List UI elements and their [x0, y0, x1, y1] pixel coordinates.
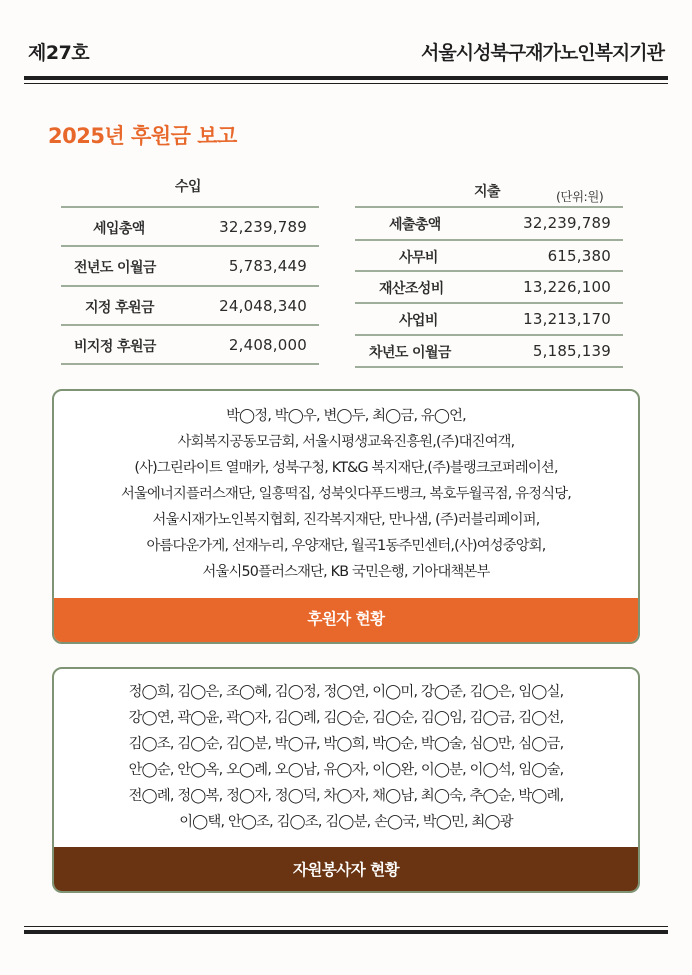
expense-row — [355, 241, 623, 272]
income-row — [61, 247, 319, 287]
expense-value: 615,380 — [547, 247, 611, 265]
income-row — [61, 287, 319, 326]
expense-label: 재산조성비 — [379, 281, 444, 297]
footer-rule-thin — [24, 926, 668, 927]
donors-caption: 후원자 현황 — [54, 598, 638, 644]
income-value: 24,048,340 — [219, 297, 307, 315]
header-rule — [24, 76, 668, 80]
unit-note: (단위:원) — [556, 189, 604, 204]
expense-label: 사무비 — [399, 250, 438, 266]
volunteers-panel — [52, 667, 640, 893]
page-title: 2025년 후원금 보고 — [48, 124, 237, 148]
expense-row — [355, 336, 623, 368]
expense-label: 세출총액 — [389, 217, 441, 233]
expense-table — [355, 206, 623, 368]
expense-value: 5,185,139 — [532, 342, 611, 360]
income-label: 비지정 후원금 — [74, 339, 156, 355]
expense-label: 사업비 — [399, 313, 438, 329]
income-table — [61, 206, 319, 365]
expense-row — [355, 272, 623, 304]
expense-row — [355, 304, 623, 336]
expense-value: 13,213,170 — [523, 310, 611, 328]
income-heading: 수입 — [175, 179, 202, 195]
donors-panel — [52, 389, 640, 644]
expense-value: 13,226,100 — [523, 278, 611, 296]
donor-line: 서울시재가노인복지협회, 진각복지재단, 만나샘, (주)러블리페이퍼, — [152, 512, 540, 528]
expense-row — [355, 206, 623, 241]
expense-value: 32,239,789 — [523, 214, 611, 232]
expense-heading: 지출 — [474, 184, 501, 200]
volunteer-line: 이◯택, 안◯조, 김◯조, 김◯분, 손◯국, 박◯민, 최◯광 — [179, 814, 513, 830]
income-row — [61, 206, 319, 247]
volunteer-line: 전◯례, 정◯복, 정◯자, 정◯덕, 차◯자, 채◯남, 최◯숙, 추◯순, 박◯례, — [128, 788, 564, 804]
volunteer-line: 강◯연, 곽◯윤, 곽◯자, 김◯례, 김◯순, 김◯순, 김◯임, 김◯금, 김◯선, — [128, 710, 564, 726]
volunteer-line: 정◯희, 김◯은, 조◯혜, 김◯정, 정◯연, 이◯미, 강◯준, 김◯은, 임◯실, — [128, 684, 564, 700]
volunteer-line: 김◯조, 김◯순, 김◯분, 박◯규, 박◯희, 박◯순, 박◯술, 심◯만, 심◯금, — [128, 736, 564, 752]
income-label: 전년도 이월금 — [74, 260, 156, 276]
donor-line: 사회복지공동모금회, 서울시평생교육진흥원,(주)대진여객, — [177, 434, 515, 450]
issue-number: 제27호 — [28, 42, 90, 64]
donor-line: 아름다운가게, 선재누리, 우양재단, 월곡1동주민센터,(사)여성중앙회, — [146, 538, 546, 554]
donor-line: 서울시50플러스재단, KB 국민은행, 기아대책본부 — [202, 564, 490, 580]
header-rule-thin — [24, 83, 668, 84]
donor-line: (사)그린라이트 열매카, 성북구청, KT&G 복지재단,(주)블랭크코퍼레이션, — [134, 460, 558, 476]
income-row — [61, 326, 319, 365]
income-value: 5,783,449 — [228, 257, 307, 275]
income-label: 지정 후원금 — [85, 300, 154, 316]
footer-rule — [24, 930, 668, 934]
income-label: 세입총액 — [93, 221, 145, 237]
expense-label: 차년도 이월금 — [369, 345, 451, 361]
donor-line: 서울에너지플러스재단, 일흥떡집, 성북잇다푸드뱅크, 복호두월곡점, 유정식당, — [120, 486, 572, 502]
volunteer-line: 안◯순, 안◯옥, 오◯례, 오◯남, 유◯자, 이◯완, 이◯분, 이◯석, 임◯술, — [128, 762, 564, 778]
volunteer-list — [54, 679, 638, 835]
donor-list — [54, 403, 638, 585]
income-value: 2,408,000 — [228, 336, 307, 354]
volunteers-caption: 자원봉사자 현황 — [54, 847, 638, 893]
organization-name: 서울시성북구재가노인복지기관 — [421, 42, 664, 64]
income-value: 32,239,789 — [219, 218, 307, 236]
donor-line: 박◯정, 박◯우, 변◯두, 최◯금, 유◯언, — [226, 408, 466, 424]
